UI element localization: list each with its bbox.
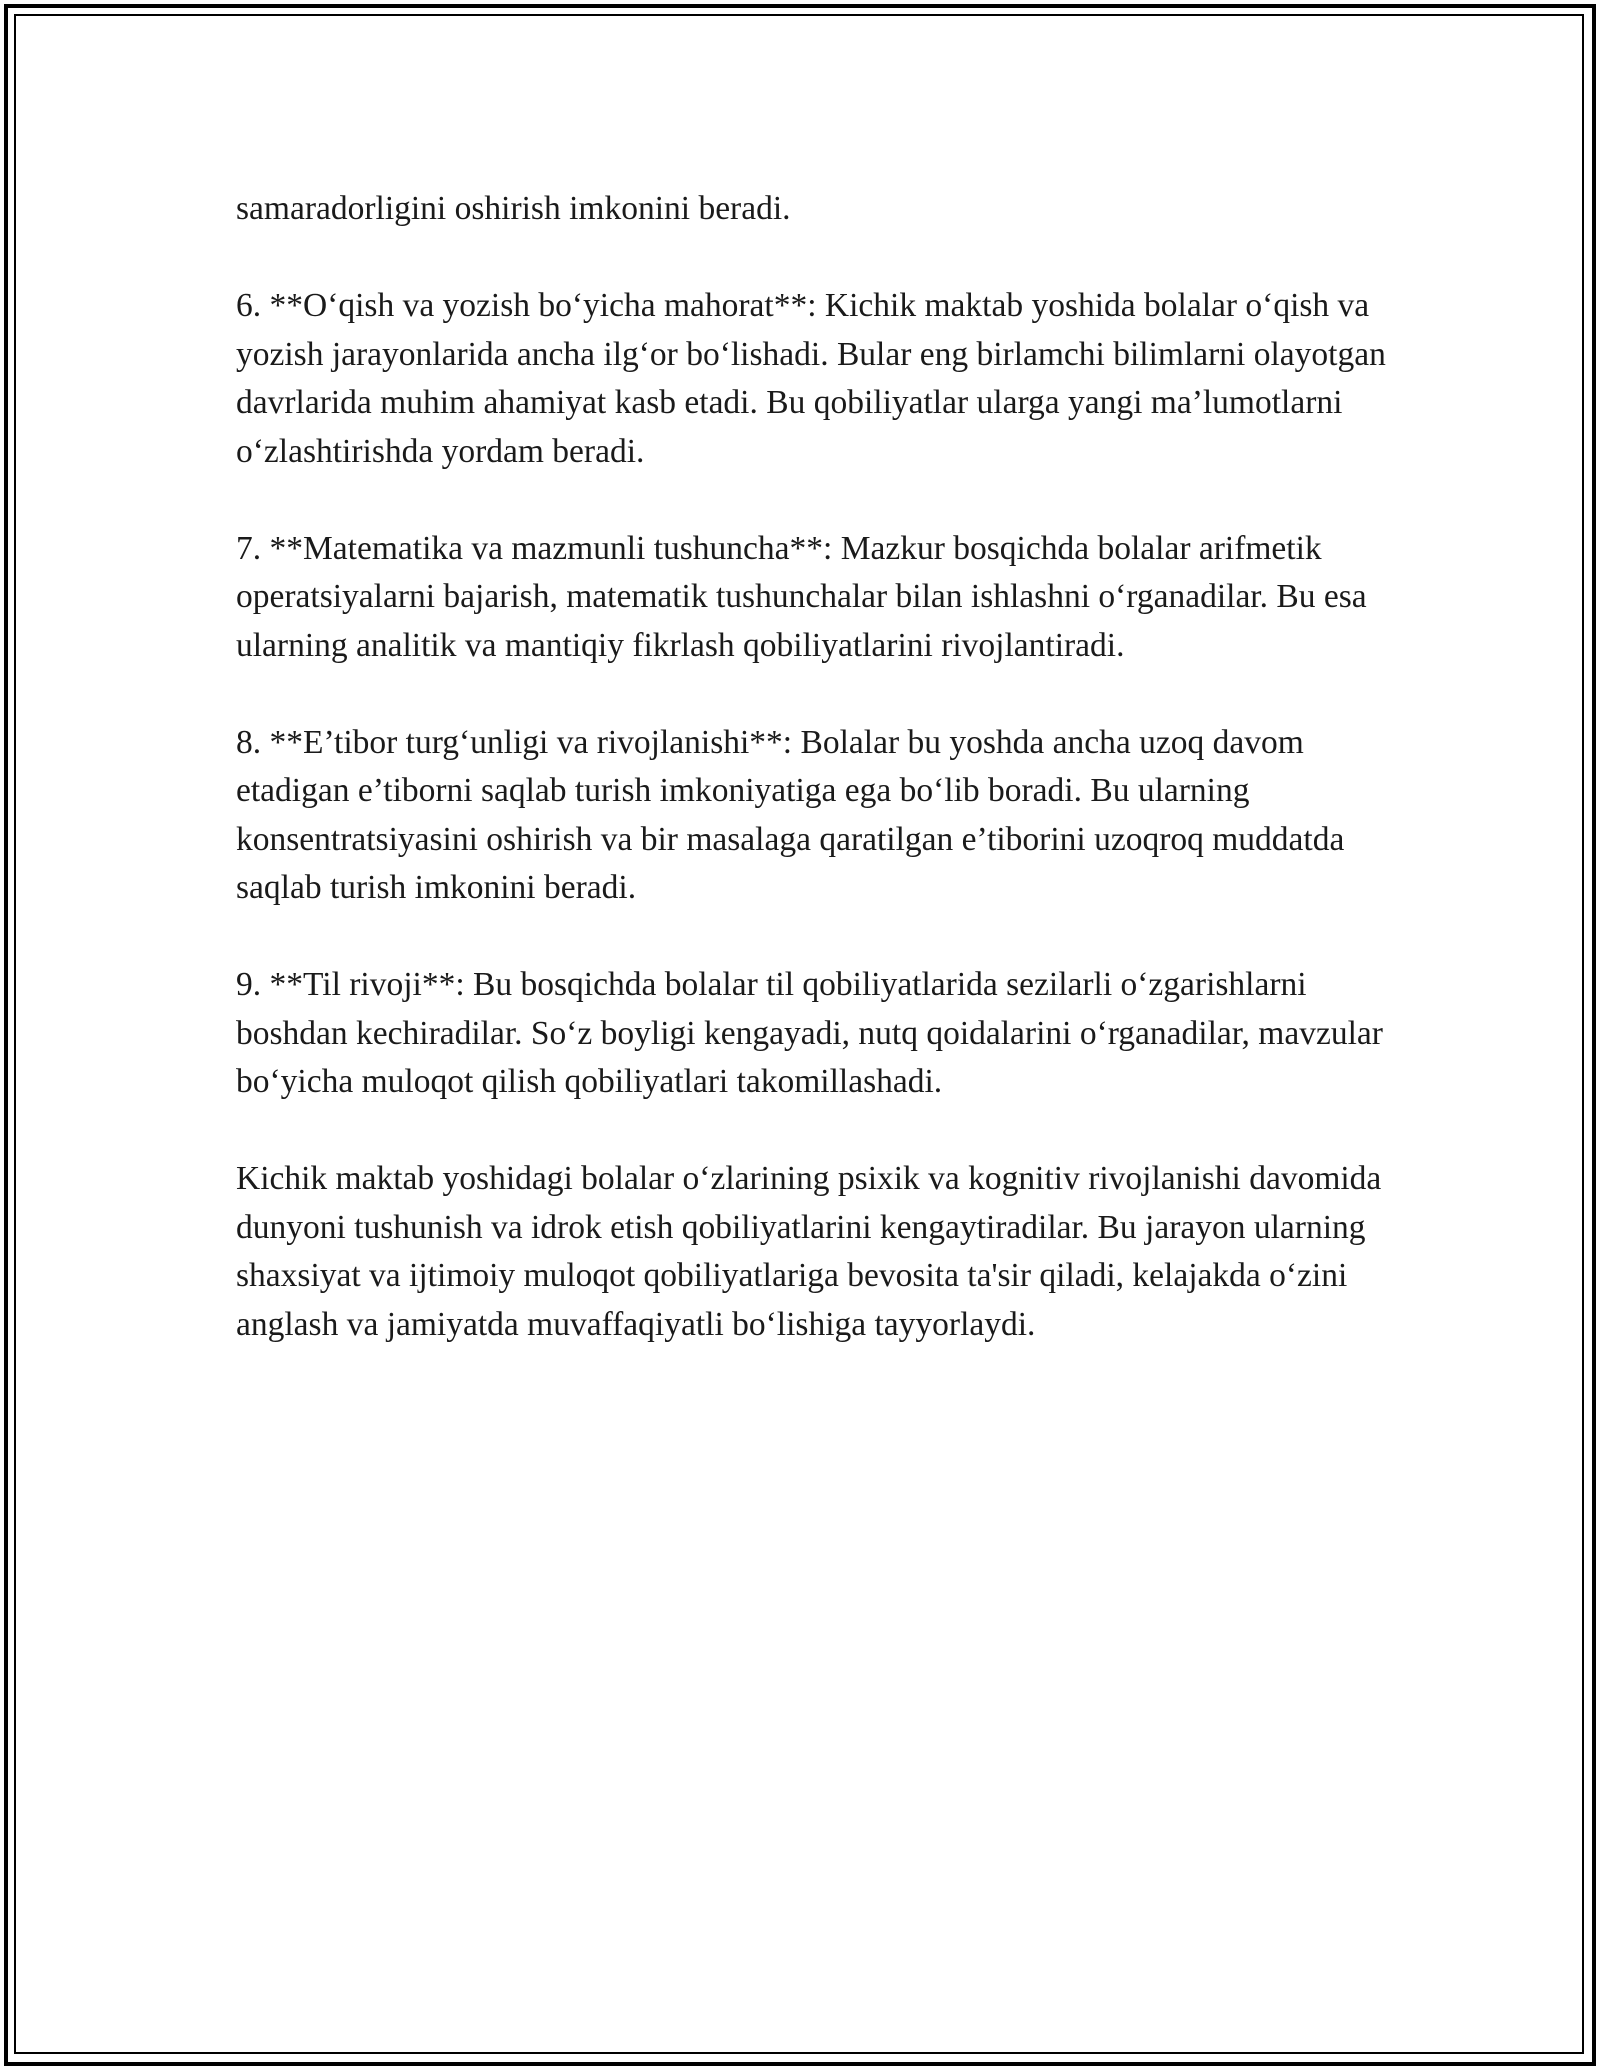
paragraph-item-7: 7. **Matematika va mazmunli tushuncha**: Mazkur bosqichda bolalar arifmetik operatsiyalarni bajarish, matematik tushunchalar bilan ishlashni o‘rganadilar. Bu esa ularning analitik va mantiqiy fikrlash qobiliyatlarini rivojlantiradi. (236, 529, 1367, 664)
paragraph-item-6: 6. **O‘qish va yozish bo‘yicha mahorat**: Kichik maktab yoshida bolalar o‘qish va yozish jarayonlarida ancha ilg‘or bo‘lishadi. Bular eng birlamchi bilimlarni olayotgan davrlarida muhim ahamiyat kasb etadi. Bu qobiliyatlar ularga yangi ma’lumotlarni o‘zlashtirishda yordam beradi. (236, 287, 1386, 470)
paragraph-item-8: 8. **E’tibor turg‘unligi va rivojlanishi**: Bolalar bu yoshda ancha uzoq davom etadigan e’tiborni saqlab turish imkoniyatiga ega bo‘lib boradi. Bu ularning konsentratsiyasini oshirish va bir masalaga qaratilgan e’tiborini uzoqroq muddatda saqlab turish imkonini beradi. (236, 723, 1345, 906)
document-body (236, 185, 1386, 1398)
paragraph-continuation: samaradorligini oshirish imkonini beradi. (236, 190, 791, 227)
paragraph-item-9: 9. **Til rivoji**: Bu bosqichda bolalar til qobiliyatlarida sezilarli o‘zgarishlarni boshdan kechiradilar. So‘z boyligi kengayadi, nutq qoidalarini o‘rganadilar, mavzular bo‘yicha muloqot qilish qobiliyatlari takomillashadi. (236, 966, 1383, 1100)
paragraph-conclusion: Kichik maktab yoshidagi bolalar o‘zlarining psixik va kognitiv rivojlanishi davomida dunyoni tushunish va idrok etish qobiliyatlarini kengaytiradilar. Bu jarayon ularning shaxsiyat va ijtimoiy muloqot qobiliyatlariga bevosita ta'sir qiladi, kelajakda o‘zini anglash va jamiyatda muvaffaqiyatli bo‘lishiga tayyorlaydi. (236, 1160, 1382, 1343)
